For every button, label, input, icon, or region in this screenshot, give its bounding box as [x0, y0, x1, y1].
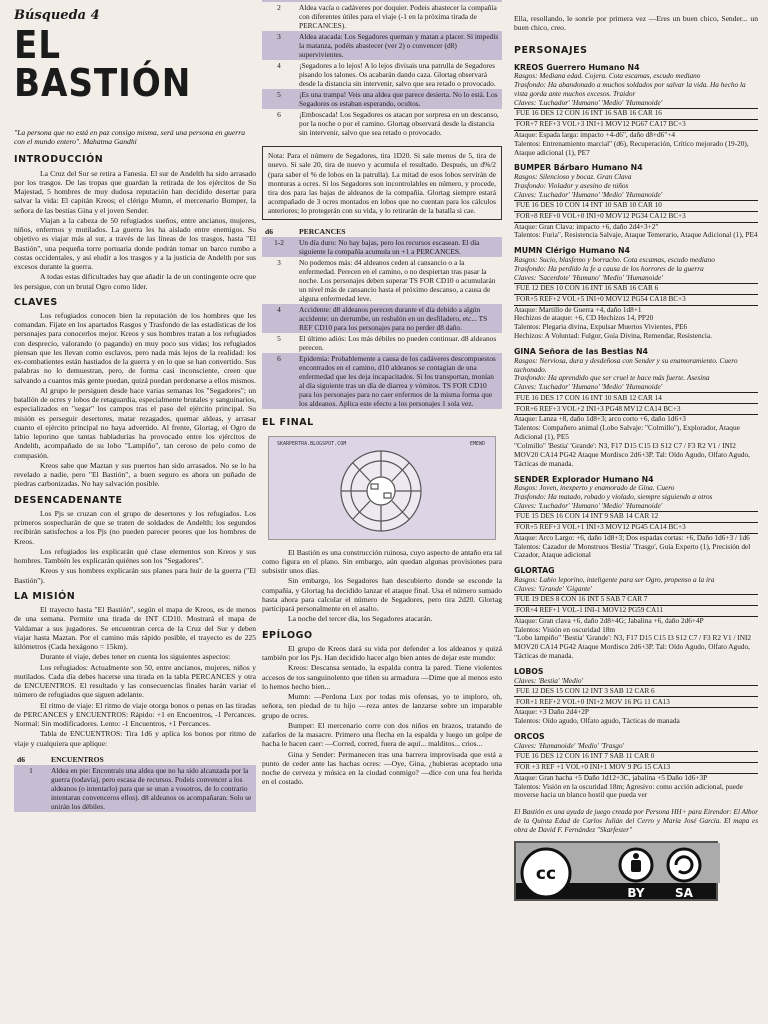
npc-stat-block: [514, 63, 758, 158]
npc-rasgos: Claves: 'Humanoide' 'Medio' 'Trasgo': [514, 740, 625, 750]
section-heading-intro: INTRODUCCIÓN: [14, 154, 104, 166]
npc-stat-line: FOR+4 REF+1 VOL-1 INI-1 MOV12 PG59 CA11: [514, 606, 758, 617]
table-row: [262, 353, 502, 409]
npc-ability: Ataque: Gran hacha +5 Daño 1d12+3C, jabalina +5 Daño 1d6+3P: [514, 772, 708, 782]
desencadenante-paragraph: Los refugiados les explicarán qué clase elementos son Kreos y sus hombres. También les explicarán quiénes son los "Segadores".: [14, 546, 256, 566]
section-heading-claves: CLAVES: [14, 296, 58, 308]
epilogo-paragraph: El grupo de Kreos dará su vida por defender a los aldeanos y quizá también por los Pjs. Han decidido hacer algo bien antes de dejar este mundo:: [262, 643, 502, 663]
table-cell-die: 1-2: [262, 237, 296, 257]
column-3: [514, 0, 758, 1024]
column-1: [14, 0, 256, 1024]
npc-name: BUMPER Bárbaro Humano N4: [514, 163, 643, 173]
npc-name: GINA Señora de las Bestias N4: [514, 347, 648, 357]
quest-number: Búsqueda 4: [14, 8, 100, 23]
npc-stat-block: [514, 732, 758, 800]
table-row: [262, 31, 502, 60]
npc-stat-line: FUE 16 DES 10 CON 14 INT 10 SAB 10 CAR 10: [514, 200, 758, 212]
npc-ability: Talentos: Furia", Resistencia Salvaje, Ataque Temerario, Ataque Adicional (1), PE4: [514, 230, 758, 240]
epilogo-paragraph: Kreos: Descansa sentado, la espalda contra la pared. Tiene violentos accesos de tos sanguinolento que tiñen su armadura —Dime que al menos esto lo hemos hecho bien...: [262, 663, 502, 691]
npc-ability: Talentos: Compañero animal (Lobo Salvaje: "Colmillo"), Explorador, Ataque Adicional (1), PE5: [514, 423, 740, 441]
npc-claves: Claves: 'Grande' 'Gigante': [514, 583, 592, 593]
table-row: [262, 109, 502, 138]
npc-stat-block: [514, 246, 758, 341]
desencadenante-paragraph: Los Pjs se cruzan con el grupo de desertores y los refugiados. Los primeros sospecharán de que se traten de soldados de Andelth; los segundos recibirán satisfechos a los Pjs (no pueden parecer peores que los hombres de Kreos.: [14, 508, 256, 546]
sa-share-icon: [668, 849, 700, 881]
npc-ability: Ataque: Espada larga: impacto +4-d6", daño d8+d6"+4: [514, 129, 676, 139]
cc-license-badge: [514, 841, 718, 901]
npc-ability: Talentos: Visión en la oscuridad 18m; Agresivo: como acción adicional, puede moverse hacia un blanco hostil que pueda ver: [514, 781, 743, 800]
mision-paragraph: Tabla de ENCUENTROS: Tira 1d6 y aplica los bonos por ritmo de viaje y cualquiera que aplique:: [14, 729, 256, 748]
npc-stat-line: FUE 19 DES 8 CON 16 INT 5 SAB 7 CAR 7: [514, 594, 758, 606]
map-drawing: [269, 437, 497, 541]
by-label: BY: [627, 885, 645, 900]
table-row: [262, 257, 502, 304]
npc-ability: Ataque: +3 Daño 2d4+2P: [514, 707, 589, 717]
table-cell-text: ¡Es una trampa! Veis una aldea que parece desierta. No lo está. Los Segadores os estaban esperando, ocultos.: [296, 89, 502, 109]
bastion-map: [268, 436, 496, 540]
table-row: [262, 333, 502, 353]
mision-paragraph: El ritmo de viaje: El ritmo de viaje otorga bonos o penas en las tiradas de PERCANCES y ENCUENTROS: Rápido: +1 en Encuentros, -1 Percances. Normal: Sin modificadores. Lento: -1 Encuentros, +1 Percances.: [14, 700, 256, 729]
percances-table: [262, 226, 502, 410]
section-heading-final: EL FINAL: [262, 417, 314, 429]
npc-ability: Talentos: Plegaria divina, Expulsar Muertos Vivientes, PE6: [514, 322, 688, 332]
npc-stat-block: [514, 475, 758, 561]
table-header-die: d6: [17, 754, 26, 764]
table-cell-text: ¡Segadores a lo lejos! A lo lejos divisais una patrulla de Segadores pisando los talones. Os acabarán dando caza. Glortag observará desde la distancia sin intervenir, salvo que sea retado o provocado.: [299, 61, 496, 89]
table-row: [262, 304, 502, 333]
table-cell-die: 5: [277, 334, 281, 344]
table-row: [262, 237, 502, 257]
quote-author: Mahatma Gandhi: [82, 137, 137, 147]
npc-claves: Claves: 'Luchador' 'Humano' 'Medio' 'Humanoide': [514, 382, 663, 392]
epilogo-paragraph: Mumn: —Perdona Lux por todas mis ofensas, yo te imploro, oh, señora, ten piedad de tu hijo —reza antes de lanzarse sobre un imparable grupo de ocres.: [262, 692, 502, 720]
table-cell-die: 3: [262, 31, 296, 60]
npc-name: GLORTAG: [514, 566, 555, 576]
npc-stat-line: FOR+1 REF+2 VOL+0 INI+2 MOV 16 PG 11 CA13: [514, 697, 758, 708]
npc-rasgos: Rasgos: Silencioso y bocaz. Gran Clava: [514, 171, 632, 181]
npc-rasgos: Rasgos: Labio leporino, inteligente para ser Ogro, propenso a la ira: [514, 574, 715, 584]
npc-stat-line: FUE 12 DES 10 CON 16 INT 16 SAB 16 CAR 6: [514, 283, 758, 295]
table-cell-die: 2: [277, 3, 281, 12]
quote-text: "La persona que no está en paz consigo misma, será una persona en guerra con el mundo entero".: [14, 127, 245, 147]
epilogo-paragraph: Gina y Sender: Permanecen tras una barrera improvisada que está a punto de ceder ante las hachas ocres: —Oye, Gina, ¿hubieras aceptado una noche de cerveza y música en la ciudad conmigo? —dice con una fea herida en el costado.: [262, 749, 502, 787]
npc-rasgos: Claves: 'Bestia' 'Medio': [514, 675, 584, 685]
intro-paragraph: A todas estas dificultades hay que añadir la de un contingente ocre que les persigue, con un brutal Ogro como líder.: [14, 272, 256, 291]
npc-ability: Ataque: Gran Clava: impacto +6, daño 2d4+3+2": [514, 221, 659, 231]
npc-stat-line: FOR+6 REF+3 VOL+2 INI+3 PG48 MV12 CA14 BC+3: [514, 404, 758, 415]
intro-paragraph: La Cruz del Sur se retira a Fanesia. El sur de Andelth ha sido arrasado por los trasgos. De las tropas que guardan la retirada de los ejércitos de Su Majestad, 5 hombres de muy dudosa reputación han decidido desertar para salvar la vida: El capitán Kreos; el clérigo Mumn, el mercenario Bumper, la señora de las bestias Gina y el joven Sender.: [14, 168, 256, 215]
table-cell-text: No podemos más: d4 aldeanos ceden al cansancio o a la enfermedad. Perecen en el camino, o no despiertan tras pasar la noche. Los personajes deben superar TS FOR CD10 o acumularán un nivel más de cansancio hasta el próximo descanso, a causa de alguna enfermedad leve.: [299, 257, 496, 304]
table-cell-die: 5: [262, 89, 296, 109]
npc-stat-line: FOR+5 REF+3 VOL+1 INI+3 MOV12 PG45 CA14 BC+3: [514, 523, 758, 534]
npc-stat-block: [514, 566, 758, 661]
npc-stat-line: FOR+8 REF+0 VOL+0 INI+0 MOV12 PG34 CA12 BC+3: [514, 212, 758, 223]
npc-ability: Ataque: Lanza +8, daño 1d8+3; arco corto +6, daño 1d6+3: [514, 414, 686, 424]
table-row: [262, 60, 502, 89]
table-header-label: ENCUENTROS: [51, 754, 104, 764]
npc-stat-line: FOR+5 REF+2 VOL+5 INI+0 MOV12 PG54 CA18 BC+3: [514, 295, 758, 306]
npc-list: [514, 63, 758, 801]
encuentros-table-continued: [262, 0, 502, 138]
table-cell-die: 6: [262, 353, 296, 409]
npc-ability: Ataque: Arco Largo: +6, daño 1d8+3; Dos espadas cortas: +6, Daño 1d6+3 / 1d6: [514, 532, 750, 542]
column-2: [262, 0, 502, 1024]
mision-paragraph: Los refugiados: Actualmente son 50, entre ancianos, mujeres, niños y mutilados. Cada día debes hacerse una tirada en la tabla PERCANCES y otra de ENCUENTROS. El resultado y las consecuencias finales harán variar el número de refugiados que siguen adelante.: [14, 662, 256, 700]
npc-claves: Claves: 'Sacerdote' 'Humano' 'Medio' 'Humanoide': [514, 272, 663, 282]
npc-rasgos: Rasgos: Joven, inexperto y enamorado de Gina. Cuero: [514, 483, 675, 493]
npc-trasfondo: Trasfondo: Ha aprendido que ser cruel te hace más fuerte. Asesina: [514, 373, 710, 383]
table-cell-text: El último adiós: Los más débiles no pueden continuar. d8 aldeanos perecen.: [299, 334, 497, 353]
npc-claves: Claves: 'Luchador' 'Humano' 'Medio' 'Humanoide': [514, 189, 663, 199]
cc-icon-text: cc: [535, 863, 557, 884]
npc-stat-line: FOR+7 REF+3 VOL+3 INI+1 MOV12 PG67 CA17 BC+3: [514, 120, 758, 131]
section-heading-personajes: PERSONAJES: [514, 44, 588, 56]
table-cell-text: Aldea vacía o cadáveres por doquier. Podeis abastecer la compañía con diferentes útiles para el viaje (-1 en la próxima tirada de PERCANCES).: [299, 3, 497, 31]
table-row: [262, 2, 502, 31]
npc-ability: Talentos: Oído agudo, Olfato agudo, Tácticas de manada: [514, 716, 680, 726]
npc-stat-line: FUE 16 DES 12 CON 16 INT 16 SAB 16 CAR 16: [514, 108, 758, 120]
table-cell-text: Aldea en pie: Encontrais una aldea que no ha sido alcanzada por la guerra (todavía), pero escasa de recursos. Podeis convencer a los aldeanos (o intentarlo) para que se unan a vosotros, de lo contrario intentaran convenceros ellos). d8 aldeanos os acompañaran. Solo se unirán los débiles.: [48, 765, 256, 812]
npc-name: MUMN Clérigo Humano N4: [514, 246, 630, 256]
npc-ability: Talentos: Visión en oscuridad 18m: [514, 624, 616, 634]
credits-text: El Bastión es una ayuda de juego creada por Persona HH+ para Eirendor: El Albor de la Quinta Edad de Carlos Julián del Cerro y María José García. El mapa es obra de David F. Fernández "Skarfester": [514, 808, 758, 834]
sa-label: SA: [675, 885, 693, 900]
npc-claves: Claves: 'Luchador' 'Humano' 'Medio' 'Humanoide': [514, 500, 663, 510]
map-source-url: SKARPERTRA.BLOGSPOT.COM: [277, 440, 347, 447]
npc-stat-line: FUE 12 DES 15 CON 12 INT 3 SAB 12 CAR 6: [514, 685, 758, 697]
final-paragraph: El Bastión es una construcción ruinosa, cuyo aspecto de antaño era tal como figura en el plano. Sin embargo, aún quedan algunas provisiones para subsistir unos días.: [262, 547, 502, 576]
npc-trasfondo: Trasfondo: Ha perdido la fe a causa de los horrores de la guerra: [514, 263, 704, 273]
epilogo-paragraph: Bumper: El mercenario corre con dos niños en brazos, tratando de zafarlos de la masacre. Primero una flecha en la espalda y luego un golpe de hacha le hacen caer: —Corred, corred, fuera de aquí... malditos... crios...: [262, 720, 502, 749]
intro-paragraph: Viajan a la cabeza de 50 refugiados sueños, entre ancianos, mujeres, niños, enfermos y mutilados. La guerra les ha aislado entre enemigos. Su objetivo es viajar más al sur, a través de las líneas de los trasgos, hasta "El Bastión", una pequeña torre portuaria donde podrán tomar un barco rumbo a costas occidentales, y así eludir a los trasgos y a la justicia de Andelth por sus excesos durante la guerra.: [14, 215, 256, 272]
npc-ability: Hechizos: A Voluntad: Fulgor, Guía Divina, Remendar, Resistencia.: [514, 331, 712, 341]
table-cell-text: Un día duro: No hay bajas, pero los recursos escasean. El día siguiente la compañía acumula un +1 a PERCANCES.: [296, 237, 502, 257]
npc-name: ORCOS: [514, 732, 545, 742]
table-cell-die: 3: [277, 257, 281, 267]
npc-stat-line: FUE 16 DES 17 CON 16 INT 10 SAB 12 CAR 14: [514, 392, 758, 404]
desencadenante-paragraph: Kreos y sus hombres explicarán sus planes para huir de la guerra ("El Bastión").: [14, 566, 256, 585]
table-header-die: d6: [265, 226, 274, 236]
map-tag: EMEWD: [469, 440, 485, 447]
npc-stat-block: [514, 347, 758, 468]
claves-paragraph: Al grupo le persiguen desde hace varias semanas los "Segadores"; un batallón de ocres y lobos de retaguardia, especialmente brutales y sanguinarios, especializados en "segar" los campos tras el paso del ejército principal. Su misión es perseguir desertores, matar rezagados, quemar aldeas, y arrasar cuanto el ejército principal no haya advertido. Al frente, Glortag, el Ogro de labio leporino que tantas habladurías ha provocado entre los ejércitos de Andelth, acompañado de su lobo "Lampiño", tan ceroso de pelo como de compasión.: [14, 385, 256, 460]
table-cell-text: Epidemia: Probablemente a causa de los cadáveres descompuestos encontrados en el camino, d10 aldeanos se contagian de una enfermedad que les deja incapacitados. Si los transportan, monían al día siguiente tras un día de diarrea y vómitos. TS FOR CD10 para los personajes para no caer enfermos de la misma forma que los aldeanos. Aplica este efecto a los personajes 1 sola vez.: [296, 353, 502, 409]
table-header-label: PERCANCES: [299, 226, 346, 236]
npc-stat-line: FUE 15 DES 16 CON 14 INT 9 SAB 14 CAR 12: [514, 511, 758, 523]
table-row: [262, 89, 502, 109]
npc-ability: Talentos: Cazador de Monstruos 'Bestia' 'Trasgo', Guía Experto (1), Precisión del Cazador, Ataque adicional: [514, 541, 751, 560]
npc-ability: Talentos: Entrenamiento marcial" (d6), Recuperación, Crítico mejorado (19-20), Ataque adicional (1), PE7: [514, 138, 749, 157]
section-heading-desencadenante: DESENCADENANTE: [14, 494, 123, 506]
table-header-row: [262, 226, 502, 237]
mision-paragraph: Durante el viaje, debes tener en cuenta los siguientes aspectos:: [40, 652, 231, 662]
table-cell-text: Accidente: d8 aldeanos perecen durante el día debido a algún accidente: un derrumbe, un resbalón en un desfiladero, etc... TS REF CD10 para los personajes para no perder d8 daño.: [296, 304, 502, 333]
epigraph-quote: [14, 128, 256, 147]
final-paragraph: La noche del tercer día, los Segadores atacarán.: [288, 614, 433, 624]
npc-ability: "Colmillo" 'Bestia' 'Grande': N3, F17 D15 C15 I3 S12 C7 / F3 R2 V1 / INI2 MOV20 CA14 PG42 Ataque Mordisco 2d6+3P. Tal: Oído Agudo, Olfato Agudo, Tácticas de manada.: [514, 440, 750, 468]
final-paragraph: Sin embargo, los Segadores han descubierto donde se esconde la compañía, y Glortag ha decidido lanzar el ataque final. Usa el número sumado hasta ahora para calcular el número de Segadores, pero tira 2d20. Glortag participará personalmente en el asalto.: [262, 576, 502, 614]
table-cell-die: 4: [277, 61, 281, 71]
table-row: [14, 765, 256, 812]
table-header-row: [14, 754, 256, 765]
table-cell-die: 1: [14, 765, 48, 812]
mision-paragraph: El trayecto hasta "El Bastión", según el mapa de Kreos, es de menos de una semana. Permite una tirada de INT CD10. Mostrará el mapa de Valdamar a sus jugadores. Se encuentran cerca de la Cruz del Sur y deben viajar hasta Maztan. Por el camino más rápido posible, el trayecto es de 225 kilómetros (Cada hexágono = 15km).: [14, 605, 256, 652]
epilogo-paragraph: Ella, resollando, le sonríe por primera vez —Eres un buen chico, Sender... un buen chico, creo.: [514, 14, 758, 33]
page-title: EL BASTIÓN: [14, 22, 192, 105]
npc-rasgos: Rasgos: Mediana edad. Cojera. Cota escamas, escudo mediano: [514, 71, 701, 81]
claves-paragraph: Kreos sabe que Maztan y sus puertos han sido arrasados. No se lo ha revelado a nadie, pero "El Bastión", a buen seguro es ahora un puñado de piedras carbonizadas. No hay salvación posible.: [14, 460, 256, 489]
npc-stat-block: [514, 163, 758, 240]
table-cell-die: 4: [262, 304, 296, 333]
npc-stat-line: FUE 16 DES 12 CON 16 INT 7 SAB 11 CAR 0: [514, 751, 758, 763]
npc-trasfondo: Trasfondo: Ha abandonado a muchos soldados por salvar la vida. Ha hecho la vista gorda ante muchos excesos. Traidor: [514, 80, 746, 98]
segadores-note: Nota: Para el número de Segadores, tira 1D20. Si sale menos de 5, tira de nuevo. Si sale 20, tira de nuevo y acumula el resultado. Después, un d%/2 (para saber el % de lobos en la patrulla). La mitad de esos lobos servirán de monturas a ocres. Si los Segadores son incontrolables en número, y procede, tira dos para las bajas de aldeanos de la compañía. Glortag siempre estará acompañado de 3 ocres montados en lobos que no cuentan para los cálculos anteriores; lo protegerán con su vida, y lo retirarán de la batalla si cae.: [262, 146, 502, 219]
npc-ability: "Lobo lampiño" 'Bestia' 'Grande': N3, F17 D15 C15 I3 S12 C7 / F3 R2 V1 / INI2 MOV20 CA14 PG42 Ataque Mordisco 2d6+3P. Tal: Oído Agudo, Olfato Agudo, Tácticas de manada.: [514, 633, 752, 661]
npc-rasgos: Rasgos: Nerviosa, dura y desdeñosa con Sender y su enamoramiento. Cuero tachonado.: [514, 355, 738, 374]
npc-name: SENDER Explorador Humano N4: [514, 474, 654, 484]
npc-trasfondo: Trasfondo: Ha matado, robado y violado, siempre siguiendo a otros: [514, 491, 713, 501]
npc-rasgos: Rasgos: Sucio, blasfemo y borracho. Cota escamas, escudo mediano: [514, 254, 715, 264]
encuentros-table: [14, 754, 256, 812]
npc-name: LOBOS: [514, 667, 544, 677]
npc-stat-block: [514, 667, 758, 726]
npc-name: KREOS Guerrero Humano N4: [514, 62, 640, 72]
npc-stat-line: FOR +3 REF +1 VOL+0 INI+1 MOV 9 PG 15 CA13: [514, 763, 758, 774]
table-cell-text: Aldea atacada: Los Segadores queman y matan a placer. Si impedís la matanza, podéis abastecer (ver 2) o convencer (d8) supervivientes.: [296, 31, 502, 60]
section-heading-mision: LA MISIÓN: [14, 590, 76, 602]
table-cell-die: 6: [277, 110, 281, 120]
npc-ability: Ataque: Gran clava +6, daño 2d8+4G; Jabalina +6, daño 2d6+4P: [514, 615, 704, 625]
cc-license-graphic: [516, 843, 720, 903]
npc-trasfondo: Trasfondo: Violador y asesino de niños: [514, 180, 629, 190]
table-cell-text: ¡Emboscada! Los Segadores os atacan por sorpresa en un descanso, por la noche o por el camino. Glortag observará desde la distancia sin intervenir, salvo que sea retado o provocado.: [299, 110, 499, 138]
claves-paragraph: Los refugiados conocen bien la reputación de los hombres que les comandan. Fíjate en los apartados Rasgos y Trasfondo de las estadísticas de los personajes para conocerlos mejor. Kreos y sus hombres tratan a los refugiados con desprecio, valorando (o pagando) en muy poco sus vidas; los refugiados piensan que les llevan como esclavos, pero nada más lejos de la realidad: los ex-combatientes están hastiados de la guerra y en lo que se han convertido. Sus palabras no lo demuestran, pero, de forma casi inconsciente, creen que salvando a cuantos más gente puedan, quizá puedan perdonarse a ellos mismos.: [14, 310, 256, 385]
npc-claves: Claves: 'Luchador' 'Humano' 'Medio' 'Humanoide': [514, 97, 663, 107]
npc-ability: Ataque: Martillo de Guerra +4, daño 1d8+1: [514, 304, 642, 314]
section-heading-epilogo: EPÍLOGO: [262, 629, 313, 641]
npc-ability: Hechizos de ataque: +6, CD Hechizos 14, PP20: [514, 313, 654, 323]
